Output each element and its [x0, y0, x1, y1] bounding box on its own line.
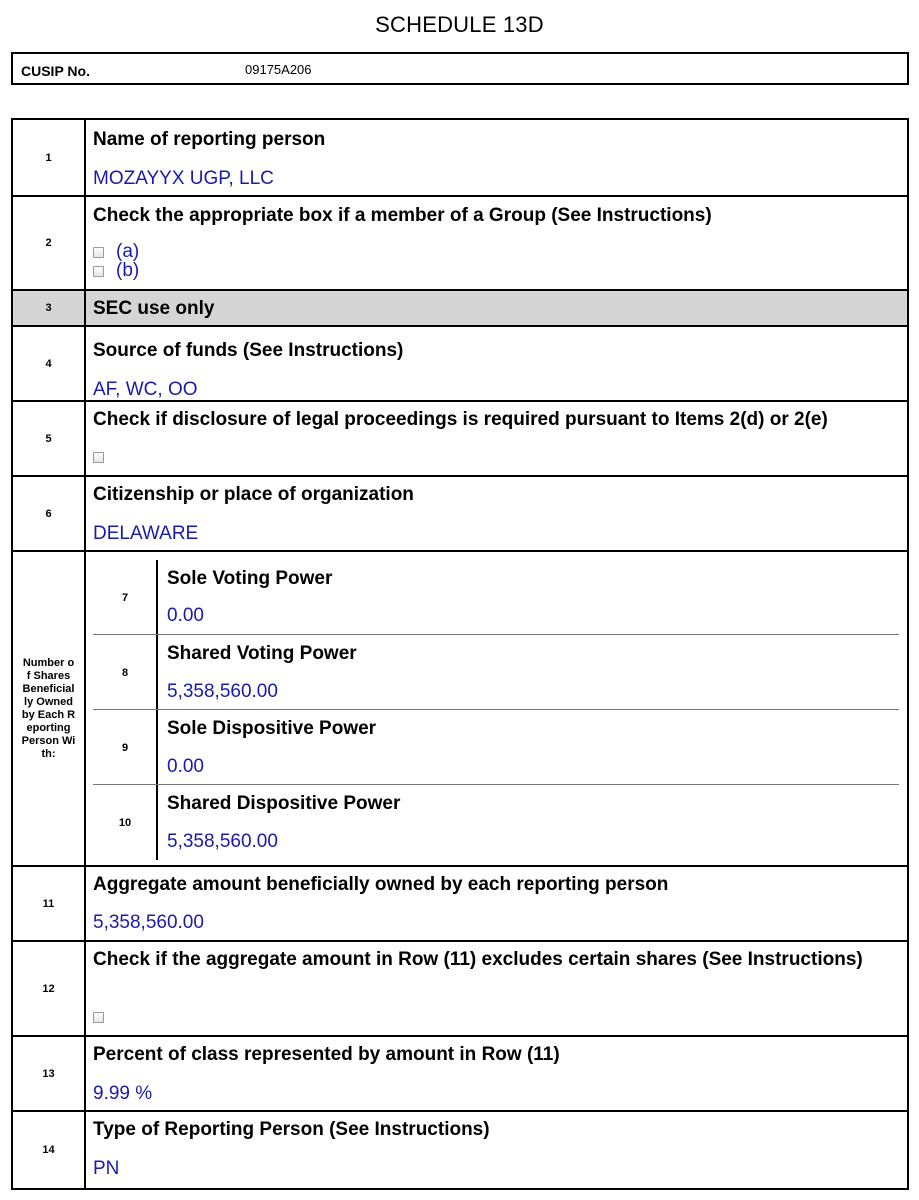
row-number: 6 [45, 507, 52, 520]
row-number: 4 [45, 357, 52, 370]
row-label: Type of Reporting Person (See Instructions) [93, 1119, 490, 1140]
row-number: 5 [45, 432, 52, 445]
shared-dispositive-power: 5,358,560.00 [167, 831, 278, 852]
row-number: 3 [45, 302, 52, 314]
row-4 [13, 327, 907, 402]
excludes-shares-option [93, 1012, 104, 1023]
row-number: 9 [121, 741, 129, 754]
row-10 [93, 785, 899, 861]
row-11 [13, 867, 907, 942]
shares-block [13, 552, 907, 867]
row-number: 7 [121, 591, 129, 604]
row-number: 11 [42, 897, 55, 910]
percent-of-class: 9.99 % [93, 1083, 153, 1104]
row-number: 10 [118, 817, 132, 829]
cover-page-table [11, 118, 909, 1190]
aggregate-amount: 5,358,560.00 [93, 912, 204, 933]
sole-voting-power: 0.00 [167, 605, 204, 626]
checkbox-legal-proceedings[interactable] [93, 452, 104, 463]
row-label: Percent of class represented by amount in Row (11) [93, 1044, 560, 1065]
page-title: SCHEDULE 13D [375, 12, 544, 37]
option-a-label: (a) [116, 241, 140, 262]
row-2 [13, 197, 907, 291]
row-label: Check if disclosure of legal proceedings is required pursuant to Items 2(d) or 2(e) [93, 409, 828, 430]
group-option-a [93, 243, 139, 261]
cusip-box [11, 52, 909, 85]
row-number: 2 [45, 237, 52, 249]
cusip-value: 09175A206 [245, 62, 312, 77]
row-label: Citizenship or place of organization [93, 484, 414, 505]
row-8 [93, 635, 899, 710]
row-3 [13, 291, 907, 327]
checkbox-excludes-shares[interactable] [93, 1012, 104, 1023]
row-14 [13, 1112, 907, 1188]
row-label: Shared Voting Power [167, 643, 357, 664]
checkbox-b[interactable] [93, 266, 104, 277]
group-option-b [93, 262, 139, 280]
row-5 [13, 402, 907, 477]
row-label: Sole Voting Power [167, 568, 333, 589]
row-label: Sole Dispositive Power [167, 718, 377, 739]
row-12 [13, 942, 907, 1037]
shares-side-label: Number of Shares Beneficially Owned by Each Reporting Person With: [21, 656, 76, 760]
row-7 [93, 560, 899, 635]
row-number: 12 [42, 982, 55, 995]
row-number: 14 [42, 1144, 55, 1156]
row-label: SEC use only [93, 298, 215, 319]
row-label: Name of reporting person [93, 129, 326, 150]
place-of-organization: DELAWARE [93, 523, 199, 544]
source-of-funds: AF, WC, OO [93, 379, 198, 400]
row-label: Shared Dispositive Power [167, 793, 401, 814]
sole-dispositive-power: 0.00 [167, 756, 204, 777]
legal-proceedings-option [93, 452, 104, 463]
row-9 [93, 710, 899, 785]
row-label: Check the appropriate box if a member of a Group (See Instructions) [93, 205, 712, 226]
row-number: 8 [121, 666, 129, 679]
cusip-label: CUSIP No. [21, 63, 90, 79]
row-1 [13, 120, 907, 197]
row-label: Aggregate amount beneficially owned by each reporting person [93, 874, 669, 895]
row-label: Check if the aggregate amount in Row (11) excludes certain shares (See Instructions) [93, 949, 863, 970]
option-b-label: (b) [116, 260, 140, 281]
reporting-person-name: MOZAYYX UGP, LLC [93, 168, 274, 189]
row-number: 1 [45, 151, 52, 164]
checkbox-a[interactable] [93, 247, 104, 258]
row-6 [13, 477, 907, 552]
reporting-person-type: PN [93, 1158, 120, 1179]
row-number: 13 [42, 1067, 55, 1080]
row-label: Source of funds (See Instructions) [93, 340, 404, 361]
row-13 [13, 1037, 907, 1112]
shared-voting-power: 5,358,560.00 [167, 681, 278, 702]
